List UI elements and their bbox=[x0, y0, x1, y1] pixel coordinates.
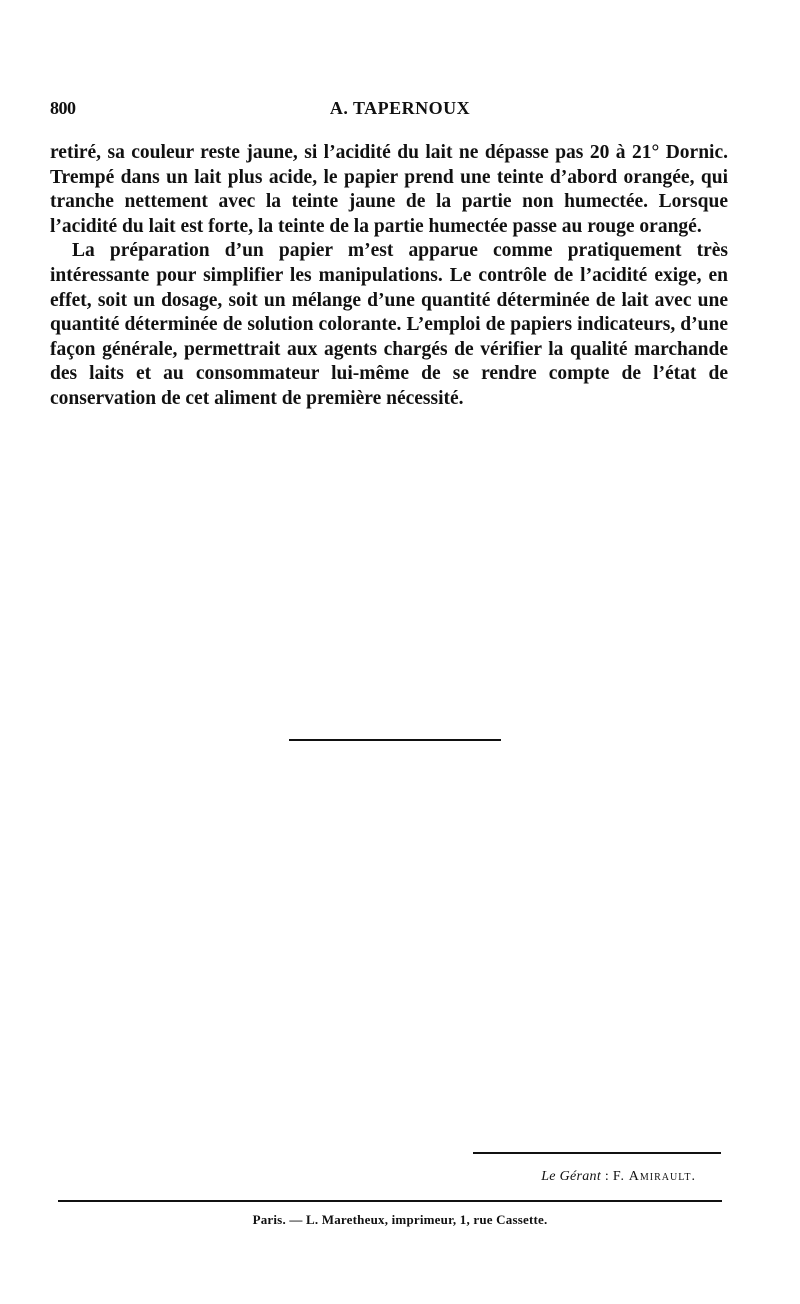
printer-imprint: Paris. — L. Maretheux, imprimeur, 1, rue Cassette. bbox=[252, 1212, 548, 1227]
paragraph: La préparation d’un papier m’est apparue comme pratiquement très intéressante pour simplifier les manipulations. Le contrôle de l’acidité exige, en effet, soit un dosage, soit un mélange d’une quantité déterminée de lait avec une quantité déterminée de solution colorante. L’emploi de papiers indicateurs, d’une façon générale, permettrait aux agents chargés de vérifier la qualité marchande des laits et au consommateur lui-même de se rendre compte de l’état de conservation de cet aliment de première nécessité. bbox=[50, 240, 728, 409]
article-body bbox=[50, 141, 728, 412]
gerant-name: F. Amirault. bbox=[612, 1169, 696, 1184]
page-number: 800 bbox=[50, 98, 76, 118]
running-title: A. TAPERNOUX bbox=[329, 98, 471, 118]
gerant-separator: : bbox=[601, 1169, 613, 1184]
gerant-divider bbox=[473, 1152, 721, 1154]
end-of-article-rule bbox=[289, 739, 501, 741]
gerant-label: Le Gérant bbox=[541, 1169, 602, 1184]
paragraph-continued: retiré, sa couleur reste jaune, si l’acidité du lait ne dépasse pas 20 à 21° Dornic. Trempé dans un lait plus acide, le papier prend une teinte d’abord orangée, qui tranche nettement avec la teinte jaune de la partie non humectée. Lorsque l’acidité du lait est forte, la teinte de la partie humectée passe au rouge orangé. bbox=[50, 142, 728, 237]
printer-divider bbox=[58, 1200, 722, 1202]
gerant-line bbox=[541, 1169, 696, 1185]
